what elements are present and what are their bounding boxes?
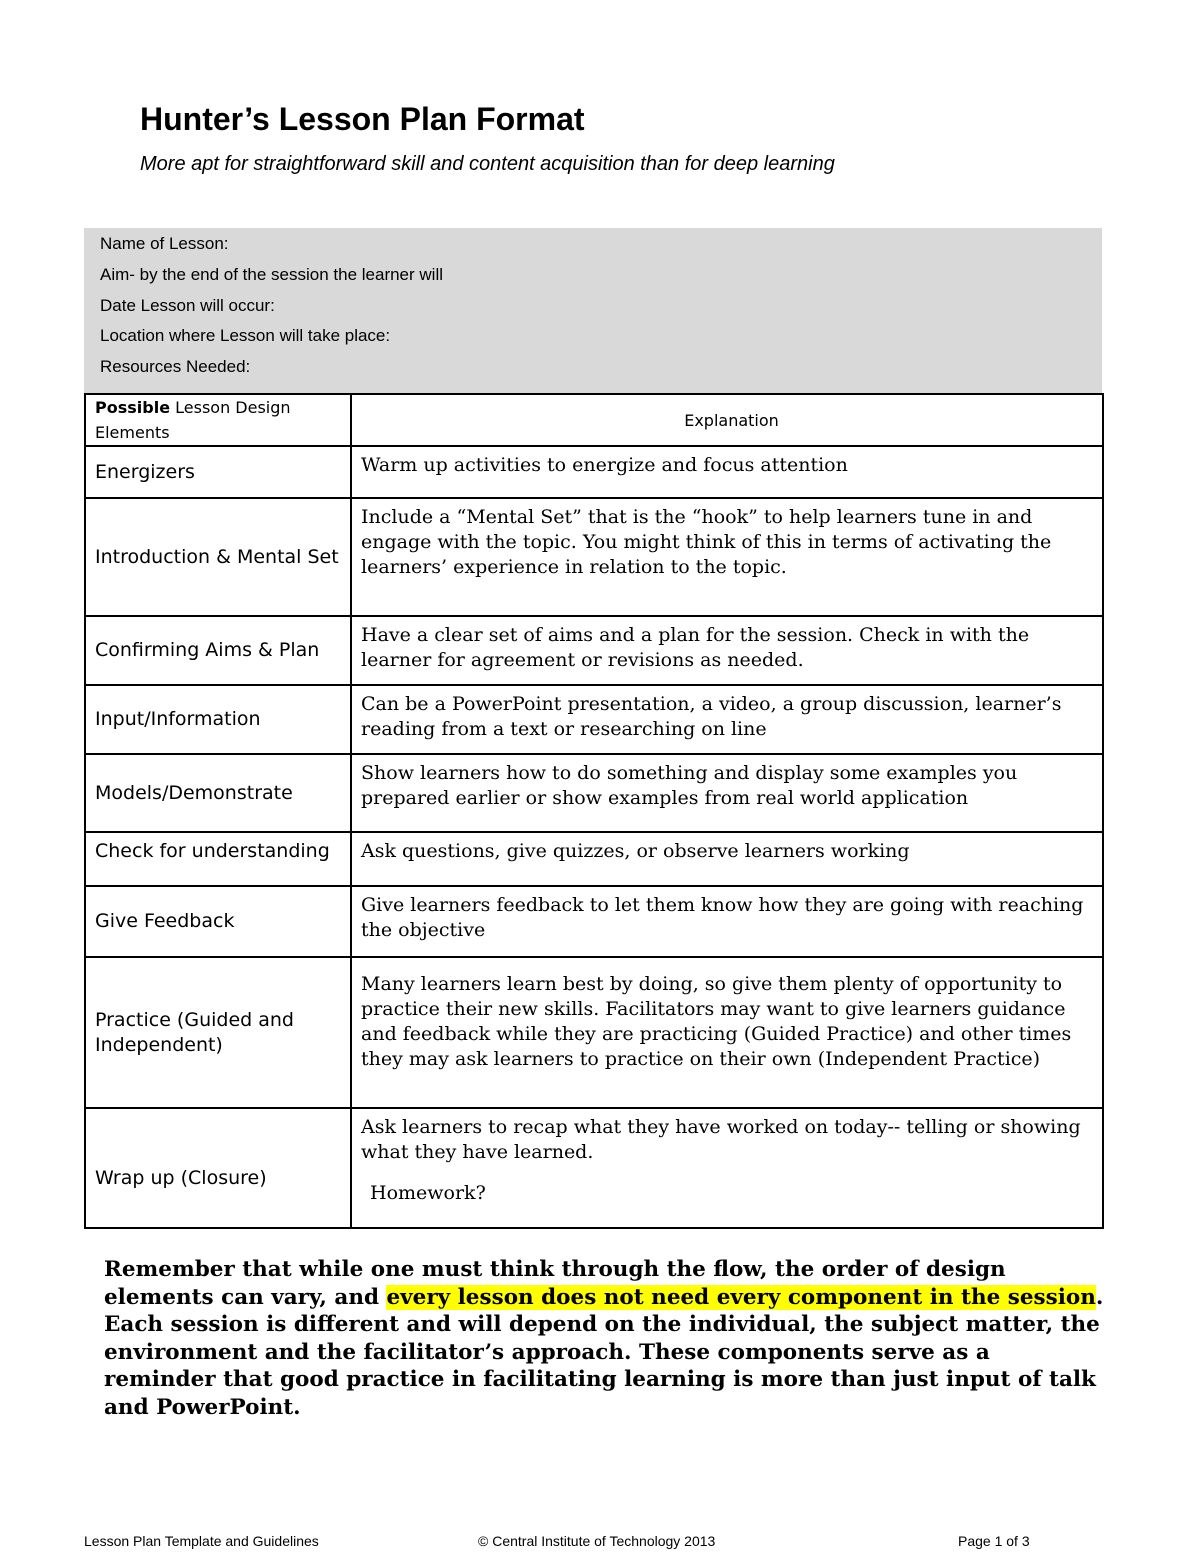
highlighted-text: every lesson does not need every component in the session	[386, 1284, 1096, 1310]
page-subtitle: More apt for straightforward skill and content acquisition than for deep learning	[140, 153, 835, 175]
table-row	[85, 957, 1103, 1108]
row-explanation: Can be a PowerPoint presentation, a video, a group discussion, learner’s reading from a text or researching on line	[361, 693, 1062, 740]
footer-left: Lesson Plan Template and Guidelines	[84, 1533, 319, 1549]
row-explanation: Include a “Mental Set” that is the “hook” to help learners tune in and engage with the topic. You might think of this in terms of activating the learners’ experience in relation to the topic.	[351, 498, 1103, 616]
table-row	[85, 1108, 1103, 1228]
info-aim: Aim- by the end of the session the learner will	[100, 265, 444, 284]
info-date: Date Lesson will occur:	[100, 296, 275, 315]
table-row	[85, 498, 1103, 616]
table-row	[85, 754, 1103, 832]
header-elements: Possible Lesson Design Elements	[85, 394, 351, 446]
table-row	[85, 446, 1103, 498]
row-explanation: Ask learners to recap what they have worked on today-- telling or showing what they have learned.	[361, 1116, 1081, 1163]
row-explanation: Many learners learn best by doing, so give them plenty of opportunity to practice their new skills. Facilitators may want to give learners guidance and feedback while they are practicing (Guided Practice) and other times they may ask learners to practice on their own (Independent Practice)	[351, 957, 1103, 1108]
row-explanation: Ask questions, give quizzes, or observe learners working	[351, 832, 1103, 886]
table-row	[85, 886, 1103, 957]
table-header-row	[85, 394, 1103, 446]
lesson-design-table	[84, 393, 1104, 1229]
row-explanation-extra: Homework?	[370, 1182, 486, 1204]
row-element: Give Feedback	[85, 886, 351, 957]
header-explanation: Explanation	[351, 394, 1103, 446]
row-explanation: Show learners how to do something and display some examples you prepared earlier or show examples from real world application	[361, 762, 1018, 809]
info-resources: Resources Needed:	[100, 357, 251, 376]
row-explanation: Have a clear set of aims and a plan for the session. Check in with the learner for agreement or revisions as needed.	[351, 616, 1103, 685]
row-explanation: Give learners feedback to let them know how they are going with reaching the objective	[351, 886, 1103, 957]
table-row	[85, 685, 1103, 754]
row-element: Check for understanding	[95, 840, 330, 862]
table-row	[85, 832, 1103, 886]
table-row	[85, 616, 1103, 685]
row-element: Introduction & Mental Set	[85, 498, 351, 616]
remember-note: Remember that while one must think through the flow, the order of design elements can vary, and every lesson does not need every component in the session. Each session is different and will depend on the individual, the subject matter, the environment and the facilitator’s approach. These components serve as a reminder that good practice in facilitating learning is more than just input of talk and PowerPoint.	[104, 1257, 1104, 1420]
footer-center: © Central Institute of Technology 2013	[478, 1533, 716, 1549]
row-element: Practice (Guided and Independent)	[85, 957, 351, 1108]
row-element: Models/Demonstrate	[85, 754, 351, 832]
row-element: Energizers	[85, 446, 351, 498]
row-element: Confirming Aims & Plan	[85, 616, 351, 685]
lesson-info-box	[84, 228, 1102, 393]
row-element: Input/Information	[85, 685, 351, 754]
info-name-of-lesson: Name of Lesson:	[100, 234, 229, 253]
row-explanation: Warm up activities to energize and focus attention	[351, 446, 1103, 498]
row-element: Wrap up (Closure)	[85, 1108, 351, 1228]
footer-page-number: Page 1 of 3	[958, 1533, 1030, 1549]
page-title: Hunter’s Lesson Plan Format	[140, 101, 585, 137]
info-location: Location where Lesson will take place:	[100, 326, 391, 345]
